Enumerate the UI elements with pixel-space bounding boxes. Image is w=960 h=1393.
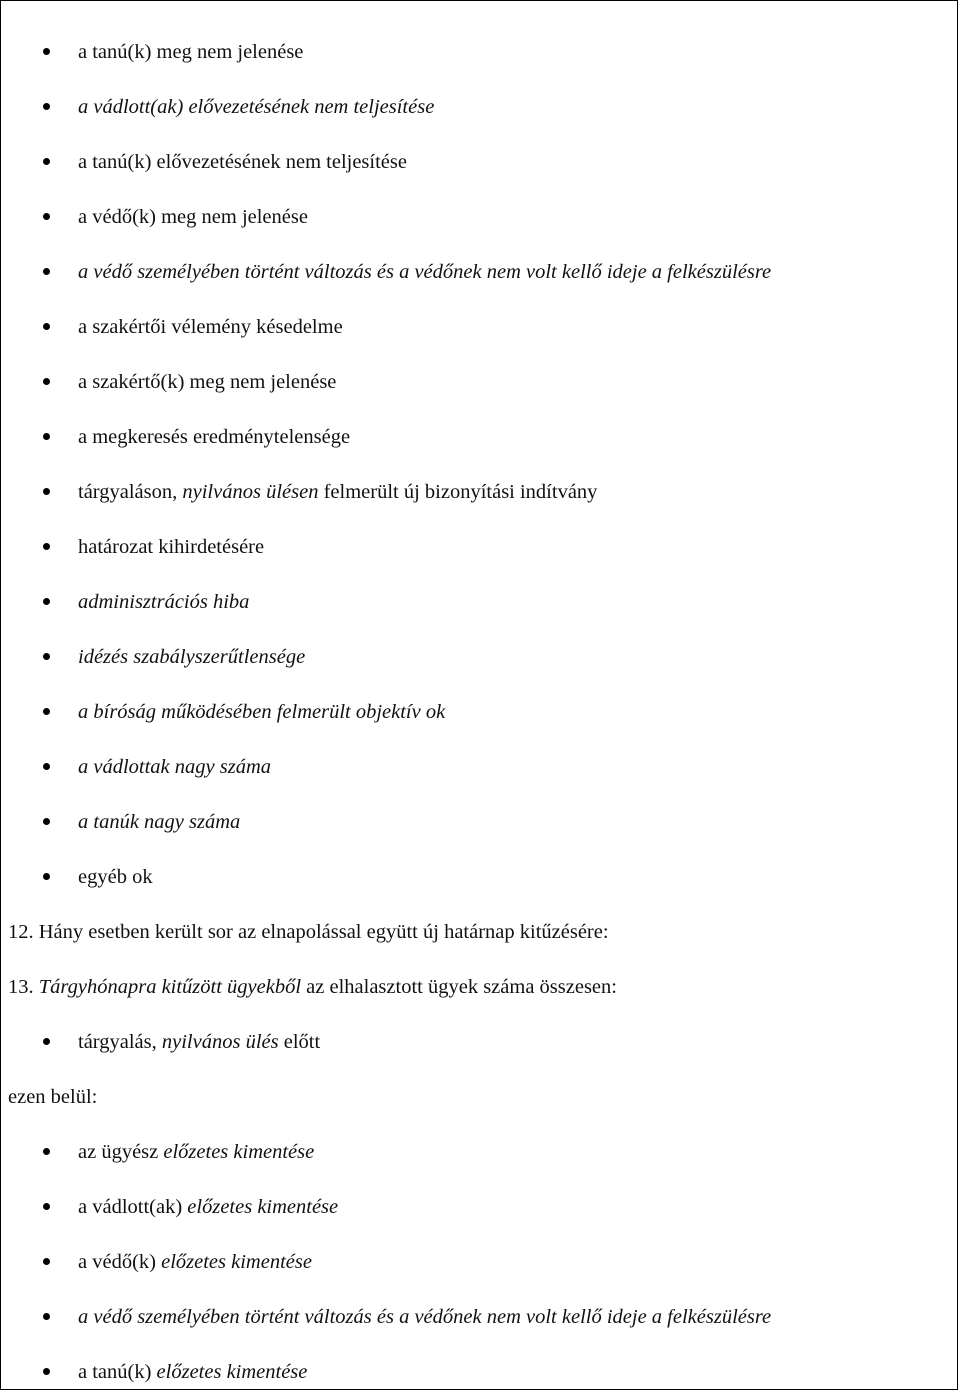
- bullet-icon: [43, 1313, 50, 1320]
- bullet-icon: [43, 378, 50, 385]
- bullet-icon: [43, 158, 50, 165]
- bullet-icon: [43, 708, 50, 715]
- bullet-icon: [43, 653, 50, 660]
- bullet-icon: [43, 763, 50, 770]
- bullet-icon: [43, 543, 50, 550]
- bullet-icon: [43, 488, 50, 495]
- bullet-icon: [43, 873, 50, 880]
- bullet-icon: [43, 323, 50, 330]
- bullet-icon: [43, 1258, 50, 1265]
- page-frame: a tanú(k) meg nem jelenése a vádlott(ak) elővezetésének nem teljesítése a tanú(k) elővezetésének nem teljesítése a védő(k) meg nem jelenése a védő személyében történt változás és a védőnek nem volt kellő ideje a felkészülésre a szakértői vélemény késedelme a szakértő(k) meg nem jelenése a megkeresés eredménytelensége tárgyaláson, nyilvános ülésen felmerült új bizonyítási indítvány határozat kihirdetésére adminisztrációs hiba idézés szabályszerűtlensége a bíróság működésében felmerült objektív ok a vádlottak nagy száma a tanúk nagy száma egyéb ok 12. Hány esetben került sor az elnapolással együtt új határnap kitűzésére: 13. Tárgyhónapra kitűzött ügyekből az elhalasztott ügyek száma összesen: tárgyalás, nyilvános ülés előtt ezen belül: az ügyész előzetes kimentése a vádlott(ak) előzetes kimentése a védő(k) előzetes kimentése a védő személyében történt változás és a védőnek nem volt kellő ideje a felkészülésre a tanú(k) előzetes kimentése: [0, 0, 958, 1390]
- bullet-icon: [43, 48, 50, 55]
- bullet-icon: [43, 598, 50, 605]
- bullet-icon: [43, 1368, 50, 1375]
- bullet-icon: [43, 818, 50, 825]
- bullet-icon: [43, 103, 50, 110]
- bullet-icon: [43, 433, 50, 440]
- bullet-icon: [43, 1203, 50, 1210]
- bullet-icon: [43, 1038, 50, 1045]
- bullet-icon: [43, 213, 50, 220]
- bullet-icon: [43, 1148, 50, 1155]
- bullet-icon: [43, 268, 50, 275]
